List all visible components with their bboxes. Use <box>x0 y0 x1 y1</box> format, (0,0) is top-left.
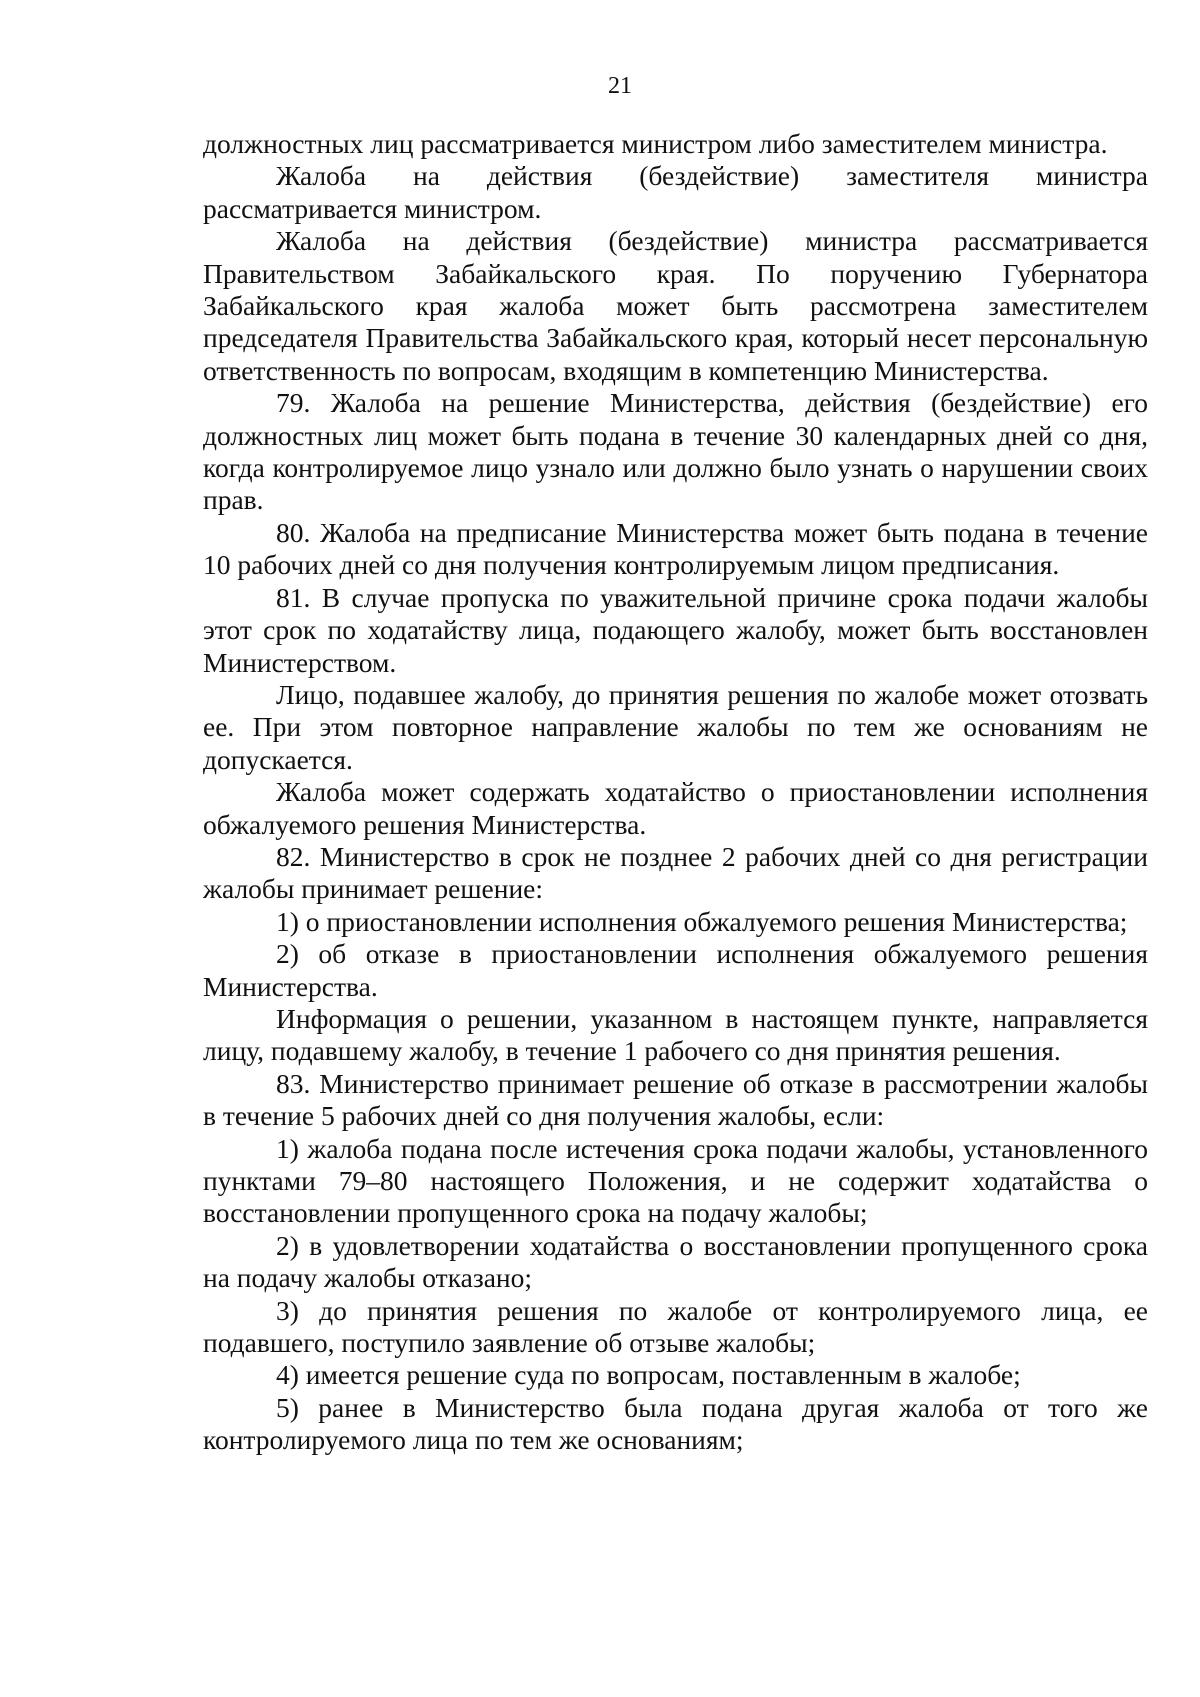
paragraph: 81. В случае пропуска по уважительной причине срока подачи жалобы этот срок по ходатайству лица, подающего жалобу, может быть восстановлен Министерством. <box>203 581 1148 678</box>
paragraph: 80. Жалоба на предписание Министерства может быть подана в течение 10 рабочих дней со дня получения контролируемым лицом предписания. <box>203 516 1148 581</box>
paragraph: 79. Жалоба на решение Министерства, действия (бездействие) его должностных лиц может быть подана в течение 30 календарных дней со дня, когда контролируемое лицо узнало или должно было узнать о нарушении своих прав. <box>203 387 1148 516</box>
paragraph: 1) жалоба подана после истечения срока подачи жалобы, установленного пунктами 79–80 настоящего Положения, и не содержит ходатайства о восстановлении пропущенного срока на подачу жалобы; <box>203 1132 1148 1229</box>
paragraph: 3) до принятия решения по жалобе от контролируемого лица, ее подавшего, поступило заявление об отзыве жалобы; <box>203 1294 1148 1359</box>
paragraph: 82. Министерство в срок не позднее 2 рабочих дней со дня регистрации жалобы принимает решение: <box>203 840 1148 905</box>
paragraph: Жалоба может содержать ходатайство о приостановлении исполнения обжалуемого решения Министерства. <box>203 776 1148 840</box>
paragraph: 5) ранее в Министерство была подана другая жалоба от того же контролируемого лица по тем же основаниям; <box>203 1391 1148 1456</box>
paragraph: 2) об отказе в приостановлении исполнения обжалуемого решения Министерства. <box>203 938 1148 1002</box>
paragraph: Жалоба на действия (бездействие) заместителя министра рассматривается министром. <box>203 160 1148 224</box>
paragraph: должностных лиц рассматривается министром либо заместителем министра. <box>203 128 1108 159</box>
paragraph: Жалоба на действия (бездействие) министра рассматривается Правительством Забайкальского края. По поручению Губернатора Забайкальского края жалоба может быть рассмотрена заместителем председателя Правительства Забайкальского края, который несет персональную ответственность по вопросам, входящим в компетенцию Министерства. <box>203 225 1148 386</box>
paragraph: 4) имеется решение суда по вопросам, поставленным в жалобе; <box>276 1359 1021 1391</box>
document-body <box>203 128 1148 1457</box>
paragraph: Лицо, подавшее жалобу, до принятия решения по жалобе может отозвать ее. При этом повторное направление жалобы по тем же основаниям не допускается. <box>203 678 1148 775</box>
page-number: 21 <box>608 73 632 99</box>
paragraph: 2) в удовлетворении ходатайства о восстановлении пропущенного срока на подачу жалобы отказано; <box>203 1229 1148 1294</box>
paragraph: 83. Министерство принимает решение об отказе в рассмотрении жалобы в течение 5 рабочих дней со дня получения жалобы, если: <box>203 1067 1148 1132</box>
paragraph: 1) о приостановлении исполнения обжалуемого решения Министерства; <box>276 905 1128 937</box>
paragraph: Информация о решении, указанном в настоящем пункте, направляется лицу, подавшему жалобу, в течение 1 рабочего со дня принятия решения. <box>203 1002 1148 1067</box>
